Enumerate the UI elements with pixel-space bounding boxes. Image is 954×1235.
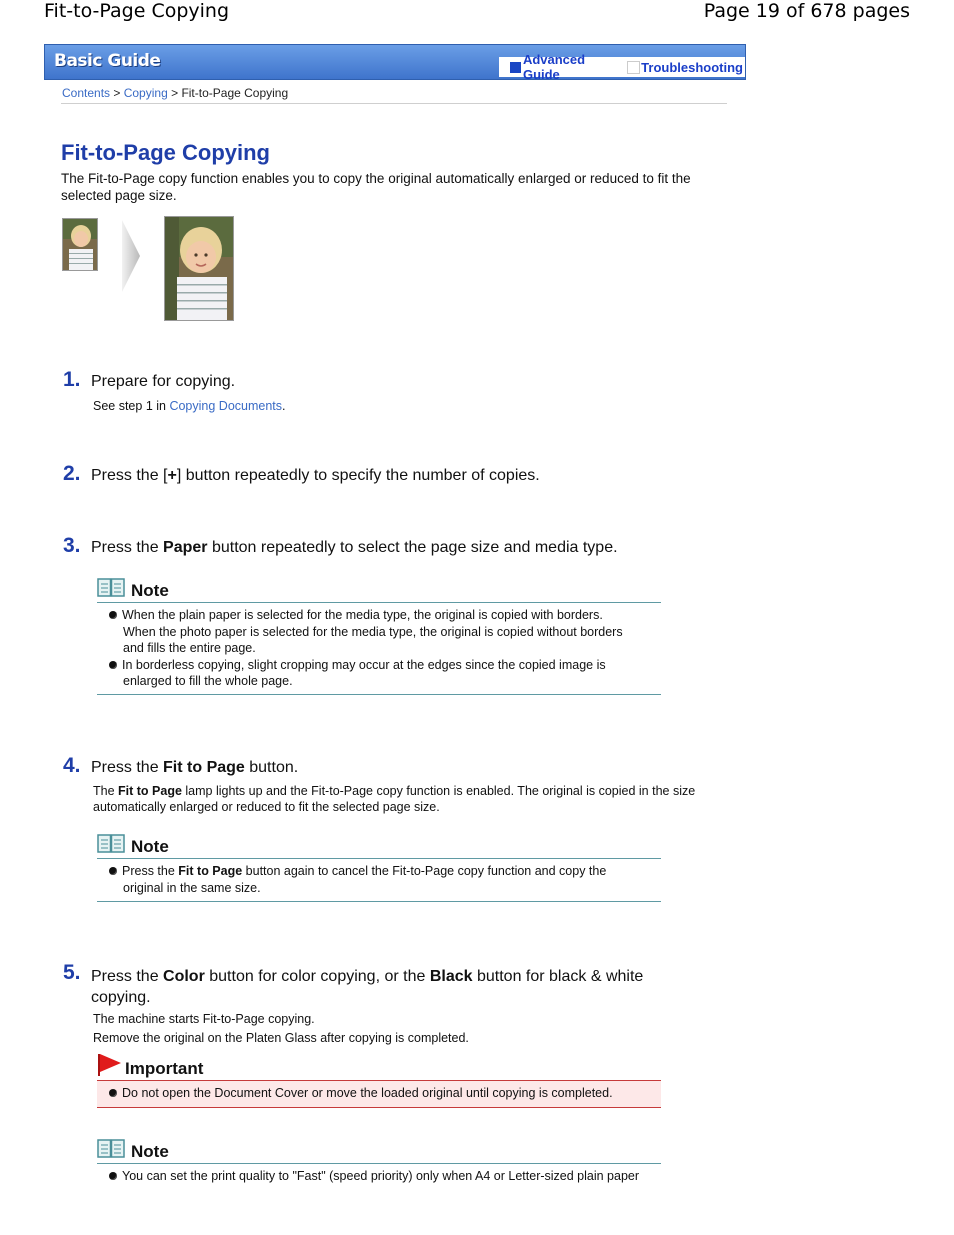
step-detail: The Fit to Page lamp lights up and the Fit-to-Page copy function is enabled. The original is copied in the size automatically enlarged or reduced to fit the selected page size.	[93, 784, 696, 814]
note-item: You can set the print quality to "Fast" (speed priority) only when A4 or Letter-sized plain paper	[109, 1168, 669, 1185]
step-text: Press the Paper button repeatedly to select the page size and media type.	[91, 539, 618, 556]
document-header-title: Fit-to-Page Copying	[44, 0, 230, 22]
bullet-icon	[109, 1172, 117, 1180]
square-bullet-icon	[627, 61, 640, 74]
note-content	[109, 607, 659, 690]
enlarged-photo	[164, 216, 234, 321]
bullet-icon	[109, 661, 117, 669]
step-number: 2.	[63, 462, 81, 485]
copying-documents-link[interactable]: Copying Documents	[169, 399, 283, 413]
note-book-icon	[97, 578, 125, 603]
note-content	[109, 1168, 669, 1185]
note-book-icon	[97, 834, 125, 859]
page-counter: Page 19 of 678 pages	[703, 0, 910, 22]
breadcrumb-contents-link[interactable]: Contents	[62, 86, 111, 100]
original-photo-thumbnail	[62, 218, 98, 271]
note-item-continuation: and fills the entire page.	[123, 641, 256, 655]
breadcrumb-current: Fit-to-Page Copying	[181, 86, 289, 100]
important-content	[97, 1081, 661, 1108]
note-content	[109, 863, 659, 896]
step-detail: The machine starts Fit-to-Page copying. Remove the original on the Platen Glass after copying is completed.	[93, 1012, 469, 1045]
basic-guide-logo: Basic Guide	[54, 51, 161, 71]
note-book-icon	[97, 1139, 125, 1164]
step-number: 3.	[63, 534, 81, 557]
guide-banner	[44, 44, 746, 80]
step-text: Press the [+] button repeatedly to specify the number of copies.	[91, 467, 540, 484]
note-heading: Note	[131, 837, 169, 856]
step-text: Prepare for copying.	[91, 373, 236, 390]
troubleshooting-link[interactable]: Troubleshooting	[627, 60, 743, 75]
note-divider	[97, 858, 661, 859]
guide-links	[499, 52, 745, 82]
step-number: 5.	[63, 961, 81, 984]
bullet-icon	[109, 867, 117, 875]
note-divider	[97, 602, 661, 603]
note-divider	[97, 694, 661, 695]
important-item: Do not open the Document Cover or move the loaded original until copying is completed.	[109, 1085, 661, 1102]
note-item-continuation: When the photo paper is selected for the media type, the original is copied without borders	[123, 624, 623, 639]
note-divider	[97, 901, 661, 902]
note-item-continuation: original in the same size.	[123, 880, 261, 895]
breadcrumb: Contents > Copying > Fit-to-Page Copying	[62, 86, 289, 100]
step-text: Press the Fit to Page button.	[91, 759, 299, 776]
enlarge-arrow-icon	[120, 218, 140, 294]
important-heading: Important	[125, 1059, 204, 1078]
breadcrumb-divider	[61, 103, 727, 104]
note-item: Press the Fit to Page button again to cancel the Fit-to-Page copy function and copy the	[109, 863, 659, 880]
note-heading: Note	[131, 1142, 169, 1161]
advanced-guide-link[interactable]: Advanced Guide	[509, 52, 625, 82]
note-item: When the plain paper is selected for the media type, the original is copied with borders.	[109, 607, 659, 624]
intro-paragraph: The Fit-to-Page copy function enables you to copy the original automatically enlarged or reduced to fit the selected page size.	[61, 171, 691, 203]
note-item: In borderless copying, slight cropping may occur at the edges since the copied image is	[109, 657, 659, 674]
bullet-icon	[109, 611, 117, 619]
step-number: 4.	[63, 754, 81, 777]
step-number: 1.	[63, 368, 81, 391]
note-item-continuation: enlarged to fill the whole page.	[123, 674, 293, 688]
step-text: Press the Color button for color copying, or the Black button for black & white copying.	[91, 968, 644, 1006]
step-detail: See step 1 in Copying Documents.	[93, 399, 286, 413]
note-divider	[97, 1163, 661, 1164]
bullet-icon	[109, 1089, 117, 1097]
note-heading: Note	[131, 581, 169, 600]
breadcrumb-copying-link[interactable]: Copying	[123, 86, 168, 100]
page-title: Fit-to-Page Copying	[61, 140, 270, 165]
square-bullet-icon	[509, 61, 522, 74]
important-flag-icon	[97, 1053, 123, 1082]
